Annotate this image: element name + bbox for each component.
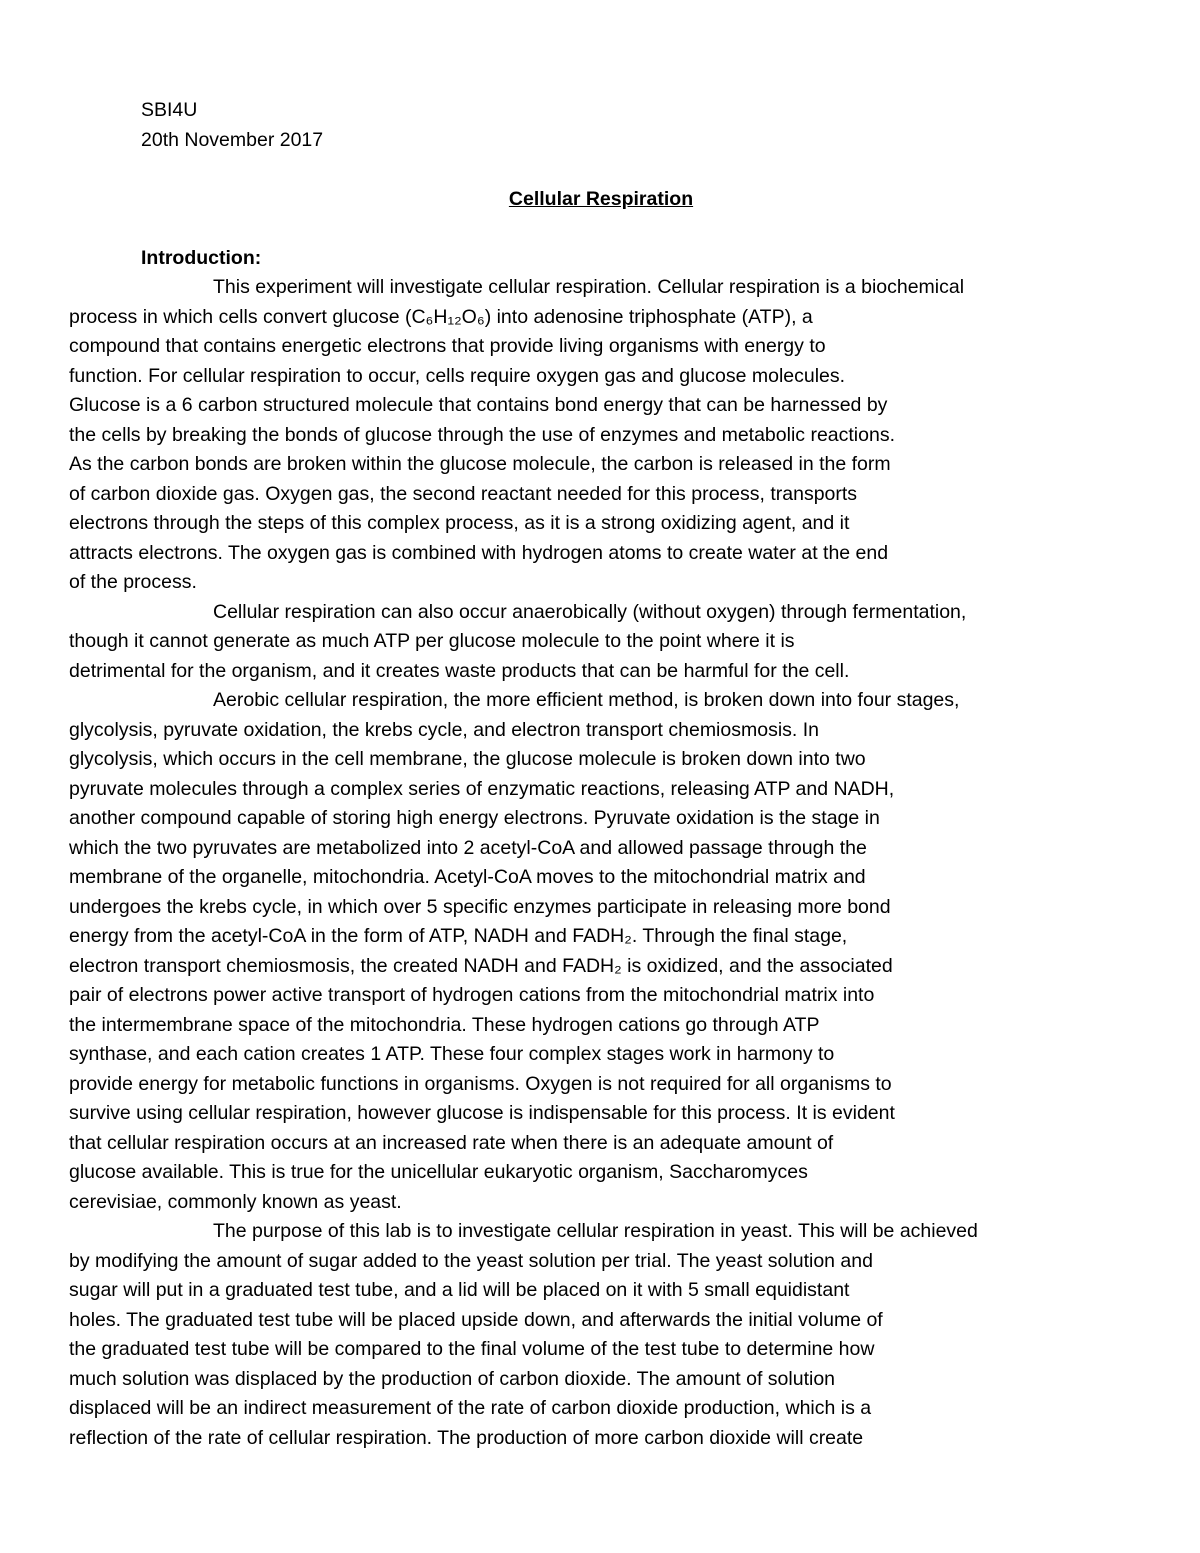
- paragraph-line: the intermembrane space of the mitochondria. These hydrogen cations go through ATP: [69, 1013, 820, 1036]
- paragraph-line: electron transport chemiosmosis, the created NADH and FADH₂ is oxidized, and the associated: [69, 954, 893, 977]
- paragraph-line: much solution was displaced by the production of carbon dioxide. The amount of solution: [69, 1367, 836, 1390]
- document-title: Cellular Respiration: [508, 187, 694, 210]
- paragraph-line: Aerobic cellular respiration, the more efficient method, is broken down into four stages,: [213, 689, 960, 711]
- paragraph-line: membrane of the organelle, mitochondria. Acetyl-CoA moves to the mitochondrial matrix and: [69, 866, 866, 888]
- paragraph-line: The purpose of this lab is to investigate cellular respiration in yeast. This will be achieved: [213, 1220, 978, 1242]
- paragraph-line: detrimental for the organism, and it creates waste products that can be harmful for the cell.: [69, 659, 850, 682]
- paragraph: [69, 598, 1061, 687]
- paragraph-line: by modifying the amount of sugar added to the yeast solution per trial. The yeast solution and: [69, 1249, 873, 1272]
- paragraph-line: cerevisiae, commonly known as yeast.: [69, 1190, 402, 1213]
- paragraph-line: survive using cellular respiration, however glucose is indispensable for this process. It is evident: [69, 1102, 895, 1124]
- paragraph-line: displaced will be an indirect measurement of the rate of carbon dioxide production, which is a: [69, 1397, 872, 1419]
- paragraph-line: the graduated test tube will be compared to the final volume of the test tube to determine how: [69, 1338, 875, 1360]
- paragraph-line: glycolysis, which occurs in the cell membrane, the glucose molecule is broken down into two: [69, 748, 866, 770]
- paragraph-line: the cells by breaking the bonds of glucose through the use of enzymes and metabolic reactions.: [69, 423, 895, 446]
- paragraph-line: pair of electrons power active transport of hydrogen cations from the mitochondrial matrix into: [69, 984, 875, 1006]
- paragraph-line: As the carbon bonds are broken within the glucose molecule, the carbon is released in the form: [69, 453, 891, 475]
- paragraph-line: another compound capable of storing high energy electrons. Pyruvate oxidation is the stage in: [69, 807, 880, 829]
- paragraph-line: holes. The graduated test tube will be placed upside down, and afterwards the initial volume of: [69, 1308, 883, 1331]
- paragraph-line: Cellular respiration can also occur anaerobically (without oxygen) through fermentation,: [213, 600, 967, 623]
- paragraph-line: that cellular respiration occurs at an increased rate when there is an adequate amount of: [69, 1131, 834, 1154]
- paragraph-line: Glucose is a 6 carbon structured molecule that contains bond energy that can be harnessed by: [69, 394, 888, 416]
- paragraph-line: of carbon dioxide gas. Oxygen gas, the second reactant needed for this process, transports: [69, 482, 858, 505]
- paragraph-line: pyruvate molecules through a complex series of enzymatic reactions, releasing ATP and NADH,: [69, 777, 895, 800]
- paragraph-line: undergoes the krebs cycle, in which over 5 specific enzymes participate in releasing more bond: [69, 895, 891, 918]
- section-heading: Introduction:: [141, 246, 262, 269]
- paragraph-line: of the process.: [69, 571, 197, 593]
- paragraph: [69, 273, 1061, 598]
- paragraph-line: synthase, and each cation creates 1 ATP. These four complex stages work in harmony to: [69, 1043, 835, 1065]
- paragraph: [69, 686, 1061, 1217]
- paragraph-line: function. For cellular respiration to occur, cells require oxygen gas and glucose molecules.: [69, 364, 846, 387]
- paragraph-line: compound that contains energetic electrons that provide living organisms with energy to: [69, 335, 826, 357]
- paragraph-line: provide energy for metabolic functions in organisms. Oxygen is not required for all organisms to: [69, 1072, 892, 1095]
- paragraph-line: sugar will put in a graduated test tube, and a lid will be placed on it with 5 small equidistant: [69, 1279, 850, 1301]
- document-date: 20th November 2017: [141, 128, 324, 151]
- paragraph-line: glucose available. This is true for the unicellular eukaryotic organism, Saccharomyces: [69, 1161, 808, 1183]
- paragraph-line: glycolysis, pyruvate oxidation, the krebs cycle, and electron transport chemiosmosis. In: [69, 718, 820, 741]
- body-paragraphs: [69, 273, 1061, 1453]
- paragraph-line: electrons through the steps of this complex process, as it is a strong oxidizing agent, and it: [69, 512, 850, 534]
- paragraph: [69, 1217, 1061, 1453]
- course-code: SBI4U: [141, 99, 198, 121]
- paragraph-line: though it cannot generate as much ATP per glucose molecule to the point where it is: [69, 630, 795, 652]
- paragraph-line: which the two pyruvates are metabolized into 2 acetyl-CoA and allowed passage through the: [69, 836, 867, 859]
- paragraph-line: reflection of the rate of cellular respiration. The production of more carbon dioxide will create: [69, 1426, 864, 1449]
- paragraph-line: energy from the acetyl-CoA in the form of ATP, NADH and FADH₂. Through the final stage,: [69, 925, 848, 947]
- paragraph-line: process in which cells convert glucose (C₆H₁₂O₆) into adenosine triphosphate (ATP), a: [69, 305, 813, 328]
- paragraph-line: This experiment will investigate cellular respiration. Cellular respiration is a biochemical: [213, 276, 965, 298]
- paragraph-line: attracts electrons. The oxygen gas is combined with hydrogen atoms to create water at the end: [69, 541, 889, 564]
- document-page: [69, 96, 1061, 1453]
